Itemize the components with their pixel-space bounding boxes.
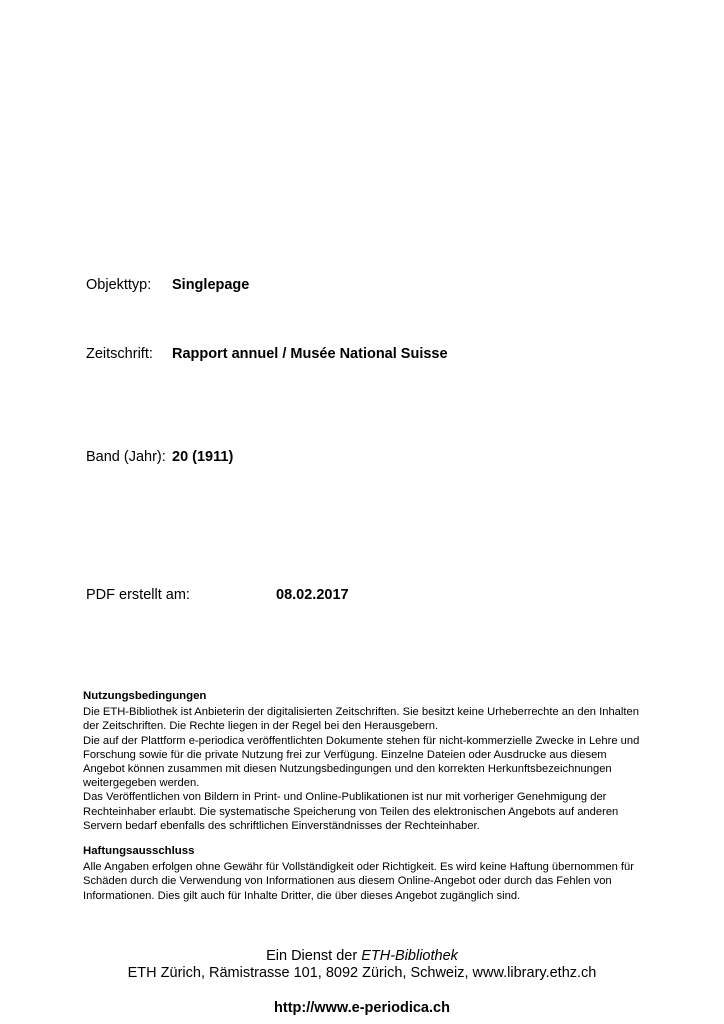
footer-service-name: ETH-Bibliothek — [361, 948, 458, 964]
terms-of-use-heading: Nutzungsbedingungen — [83, 690, 207, 702]
terms-of-use-paragraph-1: Die ETH-Bibliothek ist Anbieterin der digitalisierten Zeitschriften. Sie besitzt keine Urheberrechte an den Inhalten der Zeitschriften. Die Rechte liegen in der Regel bei den Herausgebern. — [83, 706, 639, 733]
objekttyp-label: Objekttyp: — [86, 277, 152, 293]
terms-of-use-section — [83, 689, 643, 833]
disclaimer-section — [83, 844, 643, 903]
band-value: 20 (1911) — [172, 449, 234, 465]
pdf-date-label: PDF erstellt am: — [86, 587, 190, 603]
zeitschrift-label: Zeitschrift: — [86, 346, 153, 362]
band-label: Band (Jahr): — [86, 449, 166, 465]
footer-address: ETH Zürich, Rämistrasse 101, 8092 Zürich, Schweiz, www.library.ethz.ch — [127, 965, 597, 981]
footer-service-line — [0, 947, 724, 965]
terms-of-use-paragraph-2: Die auf der Plattform e-periodica veröffentlichten Dokumente stehen für nicht-kommerzielle Zwecke in Lehre und Forschung sowie für die private Nutzung frei zur Verfügung. Einzelne Dateien oder Ausdrucke aus diesem Angebot können zusammen mit diesen Nutzungsbedingungen und den korrekten Herkunftsbezeichnungen weitergegeben werden. — [83, 734, 640, 790]
zeitschrift-value: Rapport annuel / Musée National Suisse — [172, 346, 448, 362]
terms-of-use-paragraph-3: Das Veröffentlichen von Bildern in Print- und Online-Publikationen ist nur mit vorheriger Genehmigung der Rechteinhaber erlaubt. Die systematische Speicherung von Teilen des elektronischen Angebots auf anderen Servern bedarf ebenfalls des schriftlichen Einverständnisses der Rechteinhaber. — [83, 791, 619, 832]
disclaimer-paragraph: Alle Angaben erfolgen ohne Gewähr für Vollständigkeit oder Richtigkeit. Es wird keine Haftung übernommen für Schäden durch die Verwendung von Informationen aus diesem Online-Angebot oder durch das Fehlen von Informationen. Dies gilt auch für Inhalte Dritter, die über dieses Angebot zugänglich sind. — [83, 861, 634, 902]
footer-service-prefix: Ein Dienst der — [266, 948, 362, 964]
pdf-date-value: 08.02.2017 — [276, 587, 349, 603]
disclaimer-heading: Haftungsausschluss — [83, 845, 195, 857]
footer-url-link[interactable]: http://www.e-periodica.ch — [274, 1000, 450, 1016]
objekttyp-value: Singlepage — [172, 277, 250, 293]
